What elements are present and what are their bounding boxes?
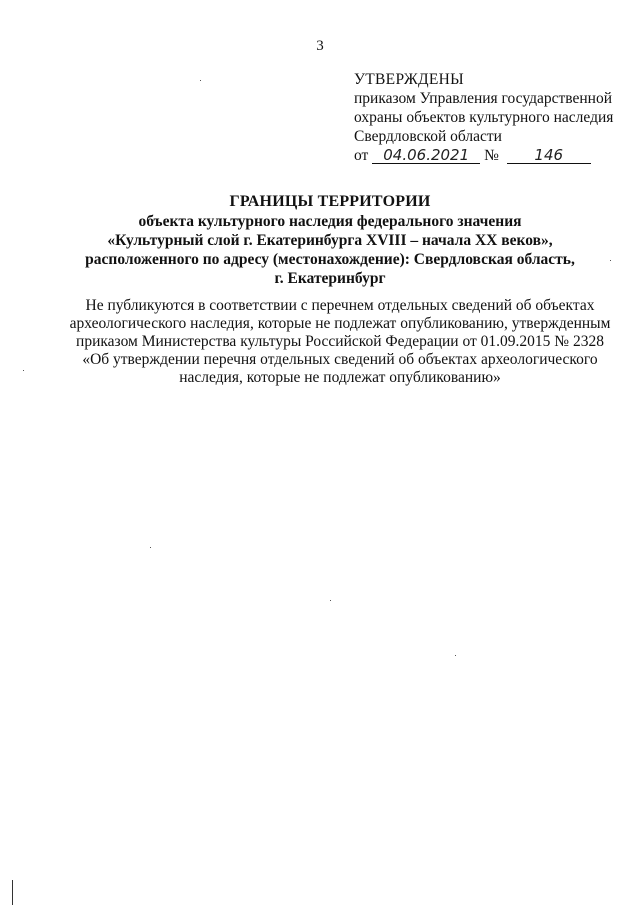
document-title <box>60 192 600 288</box>
scan-speck <box>455 655 456 656</box>
title-line: объекта культурного наследия федерального значения <box>138 213 522 230</box>
approval-line: охраны объектов культурного наследия <box>354 109 614 126</box>
scan-speck <box>23 370 24 371</box>
approval-line: приказом Управления государственной <box>354 90 613 107</box>
number-prefix: № <box>484 147 499 164</box>
approval-heading: УТВЕРЖДЕНЫ <box>354 71 464 88</box>
notice-line: Не публикуются в соответствии с перечнем отдельных сведений об объектах <box>85 297 595 314</box>
title-main: ГРАНИЦЫ ТЕРРИТОРИИ <box>229 193 431 210</box>
approval-block <box>354 70 613 165</box>
handwritten-date: 04.06.2021 <box>372 147 480 164</box>
approval-line: Свердловской области <box>354 128 502 145</box>
approval-date-number-line <box>354 146 613 165</box>
handwritten-number: 146 <box>507 147 591 164</box>
title-line: «Культурный слой г. Екатеринбурга XVIII – начала XX веков», <box>107 232 553 249</box>
publication-notice <box>60 297 620 387</box>
notice-line: «Об утверждении перечня отдельных сведений об объектах археологического <box>82 351 598 368</box>
page-number: 3 <box>316 38 324 54</box>
date-prefix: от <box>354 147 369 164</box>
title-line: г. Екатеринбург <box>274 270 386 287</box>
notice-line: приказом Министерства культуры Российской Федерации от 01.09.2015 № 2328 <box>76 333 604 350</box>
scan-speck <box>150 547 151 548</box>
scan-speck <box>330 600 331 601</box>
notice-line: археологического наследия, которые не подлежат опубликованию, утвержденным <box>69 315 611 332</box>
title-line: расположенного по адресу (местонахождение): Свердловская область, <box>85 251 575 268</box>
scan-edge-mark <box>12 880 13 905</box>
scan-speck <box>610 260 611 261</box>
notice-line: наследия, которые не подлежат опубликованию» <box>179 369 501 386</box>
scan-speck <box>200 80 201 81</box>
